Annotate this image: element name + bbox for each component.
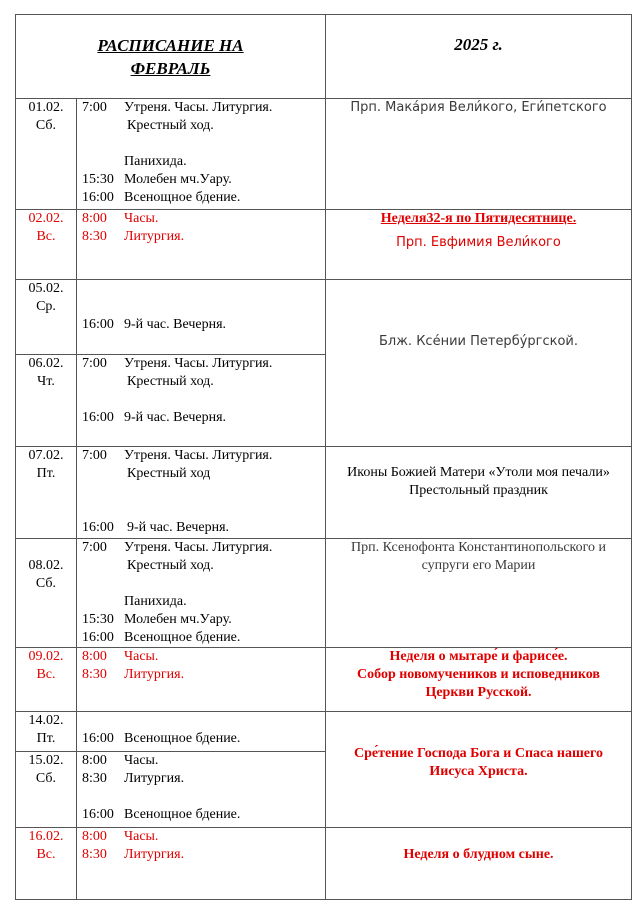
schedule-row bbox=[16, 539, 632, 648]
service-text: 9-й час. Вечерня. bbox=[124, 410, 227, 425]
service-text: Утреня. Часы. Литургия. bbox=[124, 540, 273, 555]
feast-cell bbox=[326, 447, 632, 539]
service-text: 9-й час. Вечерня. bbox=[127, 520, 230, 535]
weekday-text: Чт. bbox=[37, 374, 55, 389]
services-cell bbox=[77, 355, 326, 447]
service-time: 16:00 bbox=[82, 520, 114, 535]
services-cell bbox=[77, 99, 326, 210]
service-time: 8:30 bbox=[82, 229, 107, 244]
service-time: 8:00 bbox=[82, 829, 107, 844]
service-time: 16:00 bbox=[82, 317, 114, 332]
service-text: 9-й час. Вечерня. bbox=[124, 317, 227, 332]
date-cell bbox=[16, 210, 77, 280]
service-time: 16:00 bbox=[82, 731, 114, 746]
weekday-text: Ср. bbox=[36, 299, 56, 314]
weekday-text: Вс. bbox=[36, 667, 56, 682]
services-cell bbox=[77, 447, 326, 539]
feast-title: Неделя32-я по Пятидесятнице. bbox=[380, 211, 577, 226]
schedule-row bbox=[16, 447, 632, 539]
feast-cell bbox=[326, 539, 632, 648]
feast-text: Прп. Мака́рия Вели́кого, Еги́петского bbox=[350, 100, 607, 115]
service-text: Молебен мч.Уару. bbox=[124, 172, 232, 187]
service-time: 16:00 bbox=[82, 190, 114, 205]
service-text: Молебен мч.Уару. bbox=[124, 612, 232, 627]
schedule-row bbox=[16, 828, 632, 900]
feast-title: Прп. Ксенофонта Константинопольского и bbox=[350, 540, 607, 555]
date-cell bbox=[16, 648, 77, 712]
feast-text: Церкви Русской. bbox=[425, 685, 532, 700]
services-cell bbox=[77, 280, 326, 355]
date-cell bbox=[16, 828, 77, 900]
service-time: 16:00 bbox=[82, 630, 114, 645]
services-cell bbox=[77, 712, 326, 752]
service-time: 8:00 bbox=[82, 753, 107, 768]
feast-title: Неделя о мытаре́ и фарисе́е. bbox=[389, 649, 568, 664]
date-text: 14.02. bbox=[28, 713, 64, 728]
date-cell bbox=[16, 447, 77, 539]
service-time: 8:30 bbox=[82, 847, 107, 862]
weekday-text: Вс. bbox=[36, 229, 56, 244]
weekday-text: Пт. bbox=[36, 466, 56, 481]
date-text: 16.02. bbox=[28, 829, 64, 844]
feast-cell bbox=[326, 712, 632, 828]
title-line-2: ФЕВРАЛЬ bbox=[130, 59, 211, 78]
service-text: Часы. bbox=[124, 753, 159, 768]
services-cell bbox=[77, 828, 326, 900]
service-time: 7:00 bbox=[82, 448, 107, 463]
service-time: 16:00 bbox=[82, 410, 114, 425]
feast-cell bbox=[326, 210, 632, 280]
date-text: 01.02. bbox=[28, 100, 64, 115]
service-text: Литургия. bbox=[124, 229, 185, 244]
service-text: Часы. bbox=[124, 649, 159, 664]
title-line-1: РАСПИСАНИЕ НА bbox=[97, 36, 244, 55]
date-cell bbox=[16, 712, 77, 752]
weekday-text: Сб. bbox=[35, 576, 57, 591]
date-cell bbox=[16, 280, 77, 355]
feast-title: Иконы Божией Матери «Утоли моя печали» bbox=[347, 465, 610, 480]
date-cell bbox=[16, 99, 77, 210]
feast-text: Собор новомучеников и исповедников bbox=[357, 667, 600, 682]
service-text: Крестный ход. bbox=[127, 374, 214, 389]
weekday-text: Вс. bbox=[36, 847, 56, 862]
year-label: 2025 г. bbox=[326, 15, 632, 99]
date-cell bbox=[16, 539, 77, 648]
service-time: 7:00 bbox=[82, 356, 107, 371]
feast-title: Неделя о блудном сыне. bbox=[403, 847, 554, 862]
service-text: Крестный ход. bbox=[127, 558, 214, 573]
service-text: Утреня. Часы. Литургия. bbox=[124, 356, 273, 371]
schedule-row bbox=[16, 712, 632, 752]
schedule-row bbox=[16, 99, 632, 210]
services-cell bbox=[77, 539, 326, 648]
feast-cell bbox=[326, 99, 632, 210]
feast-title: Сре́тение Господа Бога и Спаса нашего bbox=[353, 746, 604, 761]
date-cell bbox=[16, 355, 77, 447]
feast-text: Престольный праздник bbox=[409, 483, 548, 498]
schedule-row bbox=[16, 648, 632, 712]
service-time: 8:30 bbox=[82, 667, 107, 682]
services-cell bbox=[77, 752, 326, 828]
service-time: 16:00 bbox=[82, 807, 114, 822]
feast-text: Иисуса Христа. bbox=[429, 764, 528, 779]
date-text: 08.02. bbox=[28, 558, 64, 573]
service-text: Крестный ход. bbox=[127, 118, 214, 133]
weekday-text: Пт. bbox=[36, 731, 56, 746]
feast-cell bbox=[326, 648, 632, 712]
service-time: 8:00 bbox=[82, 649, 107, 664]
service-text: Панихида. bbox=[124, 154, 187, 169]
header-row bbox=[16, 15, 632, 99]
services-cell bbox=[77, 210, 326, 280]
date-text: 06.02. bbox=[28, 356, 64, 371]
weekday-text: Сб. bbox=[35, 771, 57, 786]
feast-cell bbox=[326, 828, 632, 900]
service-text: Часы. bbox=[124, 211, 159, 226]
service-time: 7:00 bbox=[82, 100, 107, 115]
services-cell bbox=[77, 648, 326, 712]
service-time: 8:30 bbox=[82, 771, 107, 786]
service-text: Панихида. bbox=[124, 594, 187, 609]
service-time: 8:00 bbox=[82, 211, 107, 226]
service-time: 15:30 bbox=[82, 172, 114, 187]
service-text: Часы. bbox=[124, 829, 159, 844]
date-text: 05.02. bbox=[28, 281, 64, 296]
schedule-table bbox=[15, 14, 632, 900]
date-text: 07.02. bbox=[28, 448, 64, 463]
service-text: Утреня. Часы. Литургия. bbox=[124, 448, 273, 463]
service-text: Литургия. bbox=[124, 847, 185, 862]
service-text: Всенощное бдение. bbox=[124, 807, 241, 822]
feast-text: Блж. Ксе́нии Петербу́ргской. bbox=[378, 334, 579, 349]
weekday-text: Сб. bbox=[35, 118, 57, 133]
feast-cell bbox=[326, 280, 632, 447]
feast-text: супруги его Марии bbox=[421, 558, 536, 573]
page-title bbox=[16, 15, 326, 99]
service-text: Всенощное бдение. bbox=[124, 190, 241, 205]
service-text: Всенощное бдение. bbox=[124, 731, 241, 746]
date-text: 09.02. bbox=[28, 649, 64, 664]
date-text: 02.02. bbox=[28, 211, 64, 226]
service-text: Литургия. bbox=[124, 667, 185, 682]
date-cell bbox=[16, 752, 77, 828]
schedule-row bbox=[16, 210, 632, 280]
schedule-row bbox=[16, 280, 632, 355]
service-time: 15:30 bbox=[82, 612, 114, 627]
service-text: Всенощное бдение. bbox=[124, 630, 241, 645]
date-text: 15.02. bbox=[28, 753, 64, 768]
service-text: Крестный ход bbox=[127, 466, 211, 481]
feast-text: Прп. Евфимия Вели́кого bbox=[396, 235, 561, 250]
service-time: 7:00 bbox=[82, 540, 107, 555]
service-text: Утреня. Часы. Литургия. bbox=[124, 100, 273, 115]
service-text: Литургия. bbox=[124, 771, 185, 786]
